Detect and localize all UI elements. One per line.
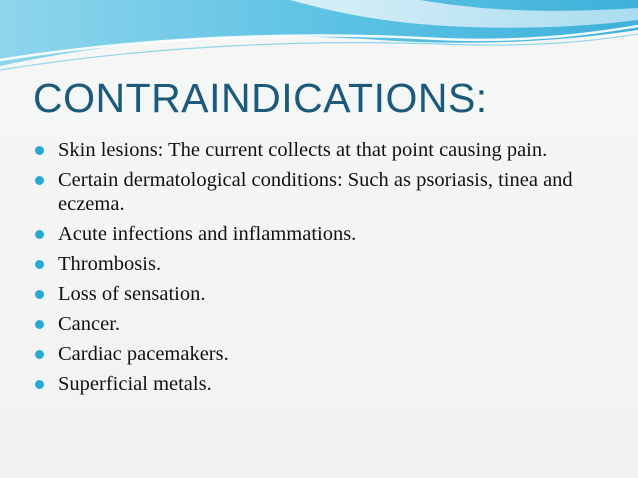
bullet-dot-icon: [35, 230, 44, 239]
bullet-dot-icon: [35, 176, 44, 185]
bullet-item: [24, 168, 614, 216]
bullet-text: Acute infections and inflammations.: [58, 223, 357, 245]
bullet-item: [24, 252, 614, 276]
bullet-item: [24, 312, 614, 336]
bullet-dot-icon: [35, 350, 44, 359]
bullet-item: [24, 372, 614, 396]
bullet-text: Cardiac pacemakers.: [58, 343, 229, 365]
bullet-dot-icon: [35, 260, 44, 269]
slide-title: CONTRAINDICATIONS:: [33, 75, 488, 121]
bullet-dot-icon: [35, 320, 44, 329]
bullet-text: Superficial metals.: [58, 373, 212, 395]
bullet-text: Thrombosis.: [58, 253, 162, 275]
bullet-list: [24, 138, 614, 402]
bullet-item: [24, 342, 614, 366]
bullet-item: [24, 282, 614, 306]
bullet-dot-icon: [35, 290, 44, 299]
bullet-dot-icon: [35, 146, 44, 155]
bullet-text: Cancer.: [58, 313, 121, 335]
bullet-dot-icon: [35, 380, 44, 389]
bullet-item: [24, 222, 614, 246]
header-wave-decoration: [0, 0, 638, 80]
bullet-text: Loss of sensation.: [58, 283, 206, 305]
bullet-text: Certain dermatological conditions: Such as psoriasis, tinea and eczema.: [58, 169, 573, 215]
bullet-item: [24, 138, 614, 162]
bullet-text: Skin lesions: The current collects at that point causing pain.: [58, 139, 548, 161]
